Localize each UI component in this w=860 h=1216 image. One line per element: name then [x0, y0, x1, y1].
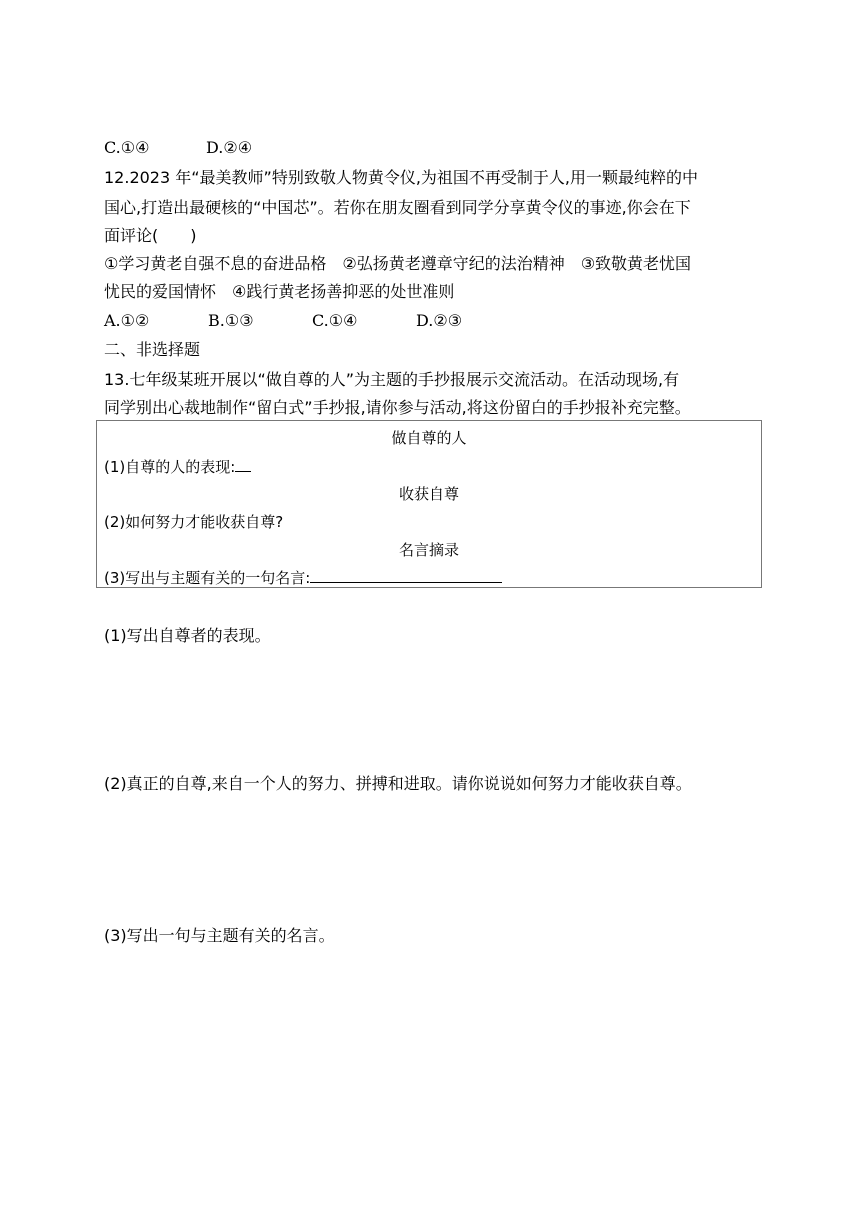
section-title: 二、非选择题 [104, 340, 201, 359]
box-item-2: (2)如何努力才能收获自尊? [104, 513, 284, 531]
answer-blank-1[interactable] [235, 457, 251, 472]
q12-stem-line-2: 国心,打造出最硬核的“中国芯”。若你在朋友圈看到同学分享黄令仪的事迹,你会在下 [104, 198, 691, 217]
q13-stem-line-1: 13.七年级某班开展以“做自尊的人”为主题的手抄报展示交流活动。在活动现场,有 [104, 370, 680, 389]
q11-options [104, 136, 252, 160]
q12-stem-line-3: 面评论( ) [104, 226, 197, 245]
handout-box [96, 420, 762, 588]
box-item-1-label: (1)自尊的人的表现: [104, 458, 236, 476]
box-title-2: 收获自尊 [398, 485, 459, 503]
q12-choices-line-1: ①学习黄老自强不息的奋进品格 ②弘扬黄老遵章守纪的法治精神 ③致敬黄老忧国 [104, 254, 692, 273]
box-title-3: 名言摘录 [398, 541, 459, 559]
answer-blank-3[interactable] [310, 568, 502, 583]
q12-choices-line-2: 忧民的爱国情怀 ④践行黄老扬善抑恶的处世准则 [104, 282, 455, 301]
q11-option-c: C.①④ [104, 138, 150, 157]
q11-option-d: D.②④ [206, 138, 253, 157]
box-item-3 [104, 567, 502, 589]
q13-sub-1: (1)写出自尊者的表现。 [104, 626, 271, 645]
q12-option-d: D.②③ [416, 311, 463, 330]
box-item-1 [104, 456, 251, 478]
q13-stem-line-2: 同学别出心裁地制作“留白式”手抄报,请你参与活动,将这份留白的手抄报补充完整。 [104, 398, 691, 417]
q12-option-a: A.①② [104, 311, 150, 330]
q12-stem-line-1: 12.2023 年“最美教师”特别致敬人物黄令仪,为祖国不再受制于人,用一颗最纯粹的中 [104, 168, 699, 187]
box-title-1: 做自尊的人 [391, 429, 467, 447]
q12-option-c: C.①④ [312, 311, 358, 330]
box-item-3-label: (3)写出与主题有关的一句名言: [104, 569, 311, 587]
q12-options [104, 309, 462, 333]
q13-sub-3: (3)写出一句与主题有关的名言。 [104, 926, 335, 945]
q13-sub-2: (2)真正的自尊,来自一个人的努力、拼搏和进取。请你说说如何努力才能收获自尊。 [104, 774, 692, 793]
q12-option-b: B.①③ [208, 311, 254, 330]
